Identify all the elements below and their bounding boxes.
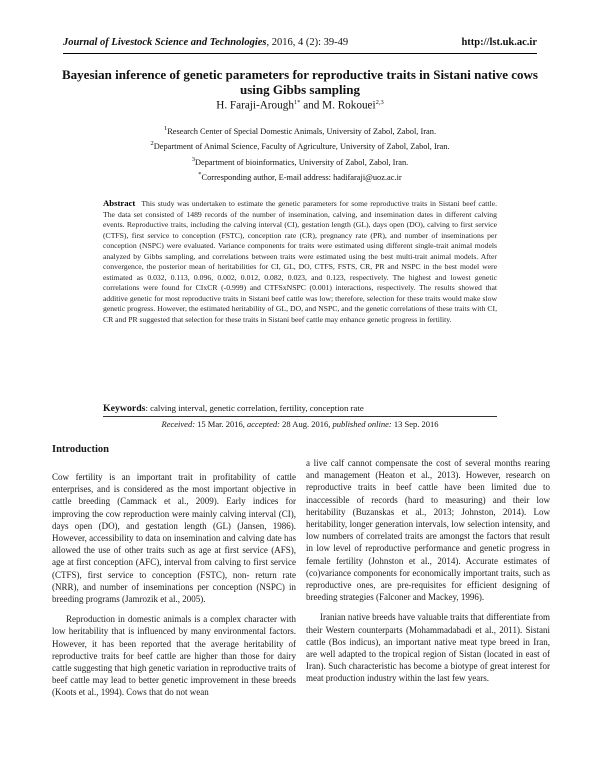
abstract: [103, 198, 497, 325]
abstract-text: This study was undertaken to estimate the genetic parameters for some reproductive traits in Sistani beef cattle. The data set consisted of 1489 records of the number of insemination, calving, and insemination dates in different calving events. Reproductive traits, including the calving interval (CI), gestation length (GL), days open (DO), calving to first service (CTFS), first service to conception (FSTC), conception rate (CR), pregnancy rate (PR), and number of inseminations per conception (NSPC) were evaluated. Variance components for traits were estimated using different single-trait animal models analyzed by Gibbs sampling, and correlations between traits were estimated using the best multi-trait animal models. After convergence, the posterior mean of heritabilities for CI, GL, DO, CTFS, FSTS, CR, PR and NSPC in the best model were estimated as 0.032, 0.113, 0.096, 0.002, 0.012, 0.082, 0.023, and 0.123, respectively. The highest and lowest genetic correlations were found for CIxCR (-0.999) and CTFSxNSPC (0.001) interactions, respectively. The results showed that additive genetic for most reproductive traits in Sistani beef cattle was low; therefore, selection for these traits would make slow genetic progress. However, the estimated heritability of GL, DO, and NSPC, and the genetic correlations of these traits with CI, CR and PR suggested that selection for these traits in Sistani beef cattle may enhance genetic progress in fertility.: [103, 199, 497, 324]
published-date: 13 Sep. 2016: [391, 419, 439, 429]
journal-url[interactable]: http://lst.uk.ac.ir: [461, 37, 537, 48]
running-head: [63, 37, 537, 53]
keywords-label: Keywords: [103, 403, 146, 414]
published-label: published online:: [332, 419, 392, 429]
accepted-label: accepted:: [246, 419, 281, 429]
abstract-label: Abstract: [103, 198, 136, 208]
intro-paragraph-2: Reproduction in domestic animals is a complex character with low heritability that is influenced by many environmental factors. However, it has been reported that the average heritability of reproductive traits for beef cattle are higher than those for dairy cattle suggesting that high genetic variation in reproductive traits of beef cattle may lead to better genetic improvement in these breeds (Koots et al., 1994). Cows that do not wean: [52, 614, 296, 698]
paper-title: Bayesian inference of genetic parameters for reproductive traits in Sistani native cows using Gibbs sampling: [62, 67, 538, 97]
affiliation-3: $^3$Department of bioinformatics, University of Zabol, Zabol, Iran.: [191, 155, 409, 167]
introduction-heading: Introduction: [52, 444, 109, 455]
keywords-text: : calving interval, genetic correlation, fertility, conception rate: [145, 403, 364, 413]
author-and: and: [300, 99, 323, 112]
keywords: [103, 403, 497, 414]
intro-paragraph-4: Iranian native breeds have valuable traits that differentiate from their Western counterparts (Mohammadabadi et al., 2011). Sistani cattle (Bos indicus), an important native meat type breed in Iran, are well adapted to the tropical region of Sistan (located in east of Iran). Such characteristic has become a biotype of great interest for meat production industry within the last few years.: [306, 612, 550, 684]
intro-paragraph-3: a live calf cannot compensate the cost of several months rearing and management (Heaton et al., 2013). However, research on reproductive traits in beef cattle have been limited due to inaccessible of records (hard to measuring) and their low heritability (Buzanskas et al., 2013; Johnston, 2014). Low heritability, longer generation intervals, low selection intensity, and low numbers of correlated traits are amongst the factors that result in low level of reproductive performance and genetic progress in female fertility (Johnston et al., 2014). Accurate estimates of (co)variance components for economically important traits, such as reproductive ones, are pre-requisites for efficient designing of breeding strategies (Falconer and Mackey, 1996).: [306, 458, 550, 603]
header-rule: [63, 53, 537, 54]
author-2: M. Rokouei: [322, 99, 376, 112]
author-line: [50, 99, 550, 112]
journal-volume: , 2016, 4 (2): 39-49: [266, 37, 349, 48]
left-column: [52, 443, 296, 707]
intro-paragraph-1: Cow fertility is an important trait in profitability of cattle enterprises, and is considered as the most important objective in cattle breeding (Cammack et al., 2009). Early indices for improving the cow reproduction were mainly calving interval (CI), days open (DO), and gestation length (GL) (Jansen, 1986). However, accessibility to data on insemination and calving date has allowed the use of other traits such as age at first service (AFS), age at first conception (AFC), interval from calving to first service (CTFS), first service to conception (FSTC), non- return rate (NRR), and number of inseminations per conception (NSPC) in breeding programs (Jamrozik et al., 2005).: [52, 472, 296, 605]
author-2-affil: 2,3: [375, 99, 384, 106]
author-1: H. Faraji-Arough: [216, 99, 294, 112]
author-1-affil: 1*: [293, 99, 301, 106]
affiliations: [50, 123, 550, 185]
affiliation-1: $^1$Research Center of Special Domestic Animals, University of Zabol, Zabol, Iran.: [163, 125, 437, 136]
affiliation-2: $^2$Department of Animal Science, Faculty of Agriculture, University of Zabol, Zabol, Iran.: [150, 140, 450, 152]
received-label: Received:: [161, 419, 196, 429]
received-date: 15 Mar. 2016,: [195, 419, 247, 429]
corresponding-author: *Corresponding author, E-mail address: hadifaraji@uoz.ac.ir: [198, 171, 402, 182]
journal-title: Journal of Livestock Science and Technologies, 2016, 4 (2): 39-49: [63, 37, 349, 48]
publication-dates: [103, 419, 497, 429]
accepted-date: 28 Aug. 2016,: [280, 419, 333, 429]
keywords-rule: [103, 416, 497, 417]
right-column: [306, 457, 550, 693]
